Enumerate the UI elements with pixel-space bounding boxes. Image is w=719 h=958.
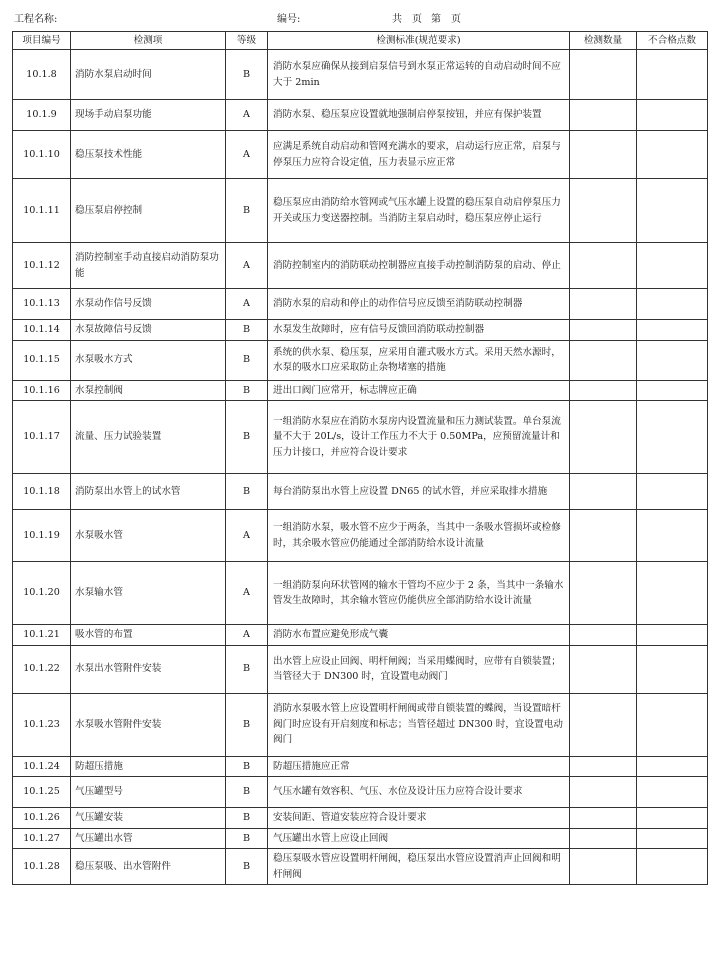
row-failed-points-cell[interactable] <box>637 645 708 693</box>
row-grade: B <box>226 777 268 808</box>
row-item-number: 10.1.25 <box>13 777 71 808</box>
row-test-item: 水泵故障信号反馈 <box>71 320 226 341</box>
row-standard: 消防控制室内的消防联动控制器应直接手动控制消防泵的启动、停止 <box>268 243 570 289</box>
row-standard: 一组消防水泵应在消防水泵房内设置流量和压力测试装置。单台泵流量不大于 20L/s，设计工作压力不大于 0.50MPa，应预留流量计和压力计接口，并应符合设计要求 <box>268 401 570 474</box>
row-test-item: 消防泵出水管上的试水管 <box>71 474 226 510</box>
row-grade: A <box>226 510 268 562</box>
row-item-number: 10.1.9 <box>13 100 71 131</box>
row-test-quantity-cell[interactable] <box>570 828 637 849</box>
row-failed-points-cell[interactable] <box>637 380 708 401</box>
row-standard: 消防水泵应确保从接到启泵信号到水泵正常运转的自动启动时间不应大于 2min <box>268 50 570 100</box>
table-header-row <box>13 32 708 50</box>
project-name-label: 工程名称: <box>14 14 58 25</box>
row-test-quantity-cell[interactable] <box>570 380 637 401</box>
row-item-number: 10.1.21 <box>13 625 71 646</box>
row-test-item: 防超压措施 <box>71 756 226 777</box>
row-grade: A <box>226 625 268 646</box>
row-test-quantity-cell[interactable] <box>570 179 637 243</box>
row-failed-points-cell[interactable] <box>637 777 708 808</box>
inspection-table <box>12 31 708 885</box>
row-standard: 消防水布置应避免形成气囊 <box>268 625 570 646</box>
row-item-number: 10.1.12 <box>13 243 71 289</box>
row-failed-points-cell[interactable] <box>637 474 708 510</box>
row-grade: B <box>226 808 268 829</box>
col-header-item-number: 项目编号 <box>13 32 71 50</box>
row-failed-points-cell[interactable] <box>637 510 708 562</box>
row-standard: 消防水泵的启动和停止的动作信号应反馈至消防联动控制器 <box>268 289 570 320</box>
row-standard: 稳压泵吸水管应设置明杆闸阀，稳压泵出水管应设置消声止回阀和明杆闸阀 <box>268 849 570 885</box>
row-failed-points-cell[interactable] <box>637 243 708 289</box>
table-row <box>13 756 708 777</box>
table-row <box>13 510 708 562</box>
row-item-number: 10.1.8 <box>13 50 71 100</box>
row-standard: 气压水罐有效容积、气压、水位及设计压力应符合设计要求 <box>268 777 570 808</box>
row-grade: B <box>226 179 268 243</box>
row-standard: 消防水泵吸水管上应设置明杆闸阀或带自锁装置的蝶阀，当设置暗杆阀门时应设有开启刻度和标志；当管径超过 DN300 时，宜设置电动阀门 <box>268 693 570 756</box>
row-item-number: 10.1.13 <box>13 289 71 320</box>
row-item-number: 10.1.23 <box>13 693 71 756</box>
row-grade: B <box>226 474 268 510</box>
row-test-quantity-cell[interactable] <box>570 401 637 474</box>
row-failed-points-cell[interactable] <box>637 131 708 179</box>
row-failed-points-cell[interactable] <box>637 625 708 646</box>
row-test-quantity-cell[interactable] <box>570 777 637 808</box>
row-test-item: 水泵吸水方式 <box>71 340 226 380</box>
row-standard: 进出口阀门应常开，标志牌应正确 <box>268 380 570 401</box>
row-test-item: 吸水管的布置 <box>71 625 226 646</box>
row-standard: 气压罐出水管上应设止回阀 <box>268 828 570 849</box>
row-test-item: 消防水泵启动时间 <box>71 50 226 100</box>
row-test-item: 水泵控制阀 <box>71 380 226 401</box>
row-test-item: 气压罐出水管 <box>71 828 226 849</box>
table-row <box>13 131 708 179</box>
row-failed-points-cell[interactable] <box>637 401 708 474</box>
row-standard: 出水管上应设止回阀、明杆闸阀；当采用蝶阀时，应带有自锁装置；当管径大于 DN300 时，宜设置电动阀门 <box>268 645 570 693</box>
row-test-quantity-cell[interactable] <box>570 243 637 289</box>
table-row <box>13 474 708 510</box>
table-row <box>13 693 708 756</box>
table-row <box>13 243 708 289</box>
table-row <box>13 828 708 849</box>
row-test-item: 稳压泵技术性能 <box>71 131 226 179</box>
row-test-quantity-cell[interactable] <box>570 474 637 510</box>
table-row <box>13 849 708 885</box>
row-item-number: 10.1.15 <box>13 340 71 380</box>
row-grade: A <box>226 131 268 179</box>
row-grade: B <box>226 340 268 380</box>
row-failed-points-cell[interactable] <box>637 562 708 625</box>
row-standard: 消防水泵、稳压泵应设置就地强制启停泵按钮，并应有保护装置 <box>268 100 570 131</box>
row-test-quantity-cell[interactable] <box>570 562 637 625</box>
row-failed-points-cell[interactable] <box>637 289 708 320</box>
row-item-number: 10.1.14 <box>13 320 71 341</box>
row-standard: 稳压泵应由消防给水管网或气压水罐上设置的稳压泵自动启停泵压力开关或压力变送器控制。当消防主泵启动时，稳压泵应停止运行 <box>268 179 570 243</box>
row-grade: B <box>226 693 268 756</box>
row-failed-points-cell[interactable] <box>637 808 708 829</box>
row-standard: 水泵发生故障时，应有信号反馈回消防联动控制器 <box>268 320 570 341</box>
row-standard: 安装间距、管道安装应符合设计要求 <box>268 808 570 829</box>
row-grade: A <box>226 100 268 131</box>
document-number-label: 编号: <box>277 14 301 25</box>
row-grade: B <box>226 645 268 693</box>
table-row <box>13 179 708 243</box>
row-standard: 系统的供水泵、稳压泵，应采用自灌式吸水方式。采用天然水源时，水泵的吸水口应采取防止杂物堵塞的措施 <box>268 340 570 380</box>
row-standard: 防超压措施应正常 <box>268 756 570 777</box>
table-row <box>13 50 708 100</box>
row-test-quantity-cell[interactable] <box>570 320 637 341</box>
table-row <box>13 380 708 401</box>
row-grade: B <box>226 50 268 100</box>
row-item-number: 10.1.26 <box>13 808 71 829</box>
row-item-number: 10.1.16 <box>13 380 71 401</box>
row-item-number: 10.1.22 <box>13 645 71 693</box>
row-item-number: 10.1.19 <box>13 510 71 562</box>
row-standard: 一组消防泵向环状管网的输水干管均不应少于 2 条，当其中一条输水管发生故障时，其余输水管应仍能供应全部消防给水设计流量 <box>268 562 570 625</box>
row-item-number: 10.1.11 <box>13 179 71 243</box>
row-test-quantity-cell[interactable] <box>570 340 637 380</box>
row-item-number: 10.1.18 <box>13 474 71 510</box>
row-test-quantity-cell[interactable] <box>570 131 637 179</box>
row-test-quantity-cell[interactable] <box>570 645 637 693</box>
row-item-number: 10.1.28 <box>13 849 71 885</box>
row-failed-points-cell[interactable] <box>637 100 708 131</box>
total-pages-label: 共 页 <box>392 14 422 25</box>
table-row <box>13 625 708 646</box>
row-failed-points-cell[interactable] <box>637 756 708 777</box>
row-item-number: 10.1.10 <box>13 131 71 179</box>
row-test-quantity-cell[interactable] <box>570 756 637 777</box>
row-test-item: 水泵动作信号反馈 <box>71 289 226 320</box>
row-grade: B <box>226 401 268 474</box>
row-test-quantity-cell[interactable] <box>570 289 637 320</box>
table-row <box>13 777 708 808</box>
row-test-item: 水泵吸水管 <box>71 510 226 562</box>
row-failed-points-cell[interactable] <box>637 179 708 243</box>
row-standard: 一组消防水泵，吸水管不应少于两条，当其中一条吸水管损坏或检修时，其余吸水管应仍能通过全部消防给水设计流量 <box>268 510 570 562</box>
row-test-quantity-cell[interactable] <box>570 50 637 100</box>
table-row <box>13 320 708 341</box>
row-test-item: 水泵出水管附件安装 <box>71 645 226 693</box>
row-grade: B <box>226 756 268 777</box>
row-grade: A <box>226 562 268 625</box>
col-header-standard: 检测标准(规范要求) <box>268 32 570 50</box>
row-test-item: 气压罐安装 <box>71 808 226 829</box>
table-row <box>13 100 708 131</box>
row-item-number: 10.1.17 <box>13 401 71 474</box>
page-number-label: 第 页 <box>431 14 461 25</box>
row-test-quantity-cell[interactable] <box>570 808 637 829</box>
col-header-grade: 等级 <box>226 32 268 50</box>
form-header <box>0 13 719 27</box>
row-failed-points-cell[interactable] <box>637 693 708 756</box>
row-grade: B <box>226 320 268 341</box>
table-row <box>13 401 708 474</box>
row-item-number: 10.1.20 <box>13 562 71 625</box>
row-test-quantity-cell[interactable] <box>570 625 637 646</box>
row-test-quantity-cell[interactable] <box>570 849 637 885</box>
row-test-item: 现场手动启泵功能 <box>71 100 226 131</box>
row-test-item: 消防控制室手动直接启动消防泵功能 <box>71 243 226 289</box>
row-test-quantity-cell[interactable] <box>570 510 637 562</box>
row-standard: 每台消防泵出水管上应设置 DN65 的试水管，并应采取排水措施 <box>268 474 570 510</box>
row-test-quantity-cell[interactable] <box>570 100 637 131</box>
row-grade: A <box>226 243 268 289</box>
row-test-quantity-cell[interactable] <box>570 693 637 756</box>
row-item-number: 10.1.24 <box>13 756 71 777</box>
row-test-item: 稳压泵启停控制 <box>71 179 226 243</box>
row-test-item: 气压罐型号 <box>71 777 226 808</box>
table-row <box>13 289 708 320</box>
row-failed-points-cell[interactable] <box>637 320 708 341</box>
row-test-item: 水泵输水管 <box>71 562 226 625</box>
row-failed-points-cell[interactable] <box>637 340 708 380</box>
row-grade: B <box>226 849 268 885</box>
row-test-item: 流量、压力试验装置 <box>71 401 226 474</box>
table-row <box>13 645 708 693</box>
row-grade: B <box>226 380 268 401</box>
table-row <box>13 340 708 380</box>
row-test-item: 稳压泵吸、出水管附件 <box>71 849 226 885</box>
row-test-item: 水泵吸水管附件安装 <box>71 693 226 756</box>
table-row <box>13 562 708 625</box>
row-failed-points-cell[interactable] <box>637 50 708 100</box>
col-header-test-quantity: 检测数量 <box>570 32 637 50</box>
row-standard: 应满足系统自动启动和管网充满水的要求，启动运行应正常，启泵与停泵压力应符合设定值，压力表显示应正常 <box>268 131 570 179</box>
row-failed-points-cell[interactable] <box>637 828 708 849</box>
col-header-failed-points: 不合格点数 <box>637 32 708 50</box>
table-row <box>13 808 708 829</box>
col-header-test-item: 检测项 <box>71 32 226 50</box>
row-item-number: 10.1.27 <box>13 828 71 849</box>
row-failed-points-cell[interactable] <box>637 849 708 885</box>
row-grade: B <box>226 828 268 849</box>
row-grade: A <box>226 289 268 320</box>
